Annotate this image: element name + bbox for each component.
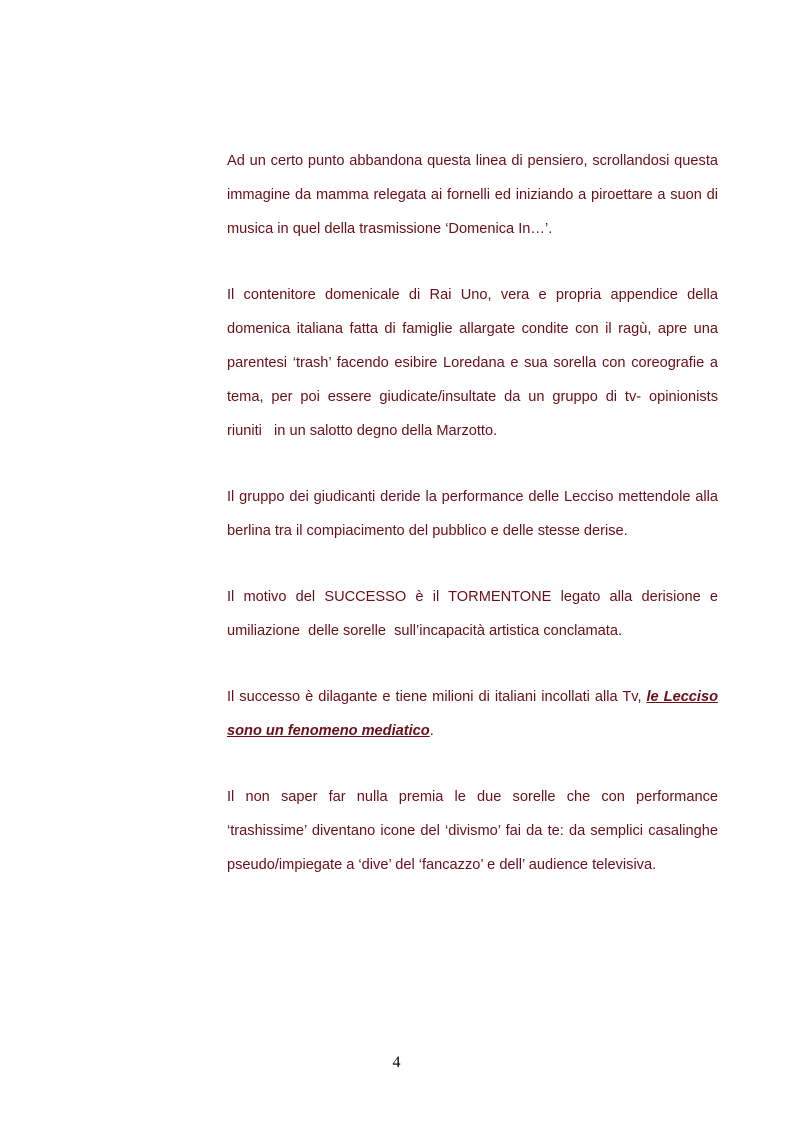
paragraph-3 (227, 480, 718, 548)
text-line: riuniti in un salotto degno della Marzotto. (227, 423, 498, 439)
text-line: berlina tra il compiacimento del pubblico e delle stesse derise. (227, 523, 628, 539)
text-line: Ad un certo punto abbandona questa linea di pensiero, scrollandosi questa (227, 153, 718, 169)
text-span: Il successo è dilagante e tiene milioni di italiani incollati alla Tv, (227, 689, 647, 705)
emphasized-text: sono un fenomeno mediatico (227, 723, 430, 739)
paragraph-5 (227, 680, 718, 748)
paragraph-6 (227, 780, 718, 882)
text-span: . (429, 723, 434, 739)
text-line: immagine da mamma relegata ai fornelli ed iniziando a piroettare a suon di (227, 187, 718, 203)
text-line (227, 680, 718, 714)
emphasized-text: le Lecciso (646, 689, 719, 705)
text-line: pseudo/impiegate a ‘dive’ del ‘fancazzo’ e dell’ audience televisiva. (227, 857, 657, 873)
text-line: parentesi ‘trash’ facendo esibire Loredana e sua sorella con coreografie a (227, 355, 718, 371)
body-text (227, 144, 718, 914)
text-line: Il contenitore domenicale di Rai Uno, vera e propria appendice della (227, 287, 718, 303)
text-line (227, 714, 718, 748)
paragraph-4 (227, 580, 718, 648)
paragraph-2 (227, 278, 718, 448)
text-line: Il gruppo dei giudicanti deride la performance delle Lecciso mettendole alla (227, 489, 718, 505)
paragraph-1 (227, 144, 718, 246)
text-line: domenica italiana fatta di famiglie allargate condite con il ragù, apre una (227, 321, 718, 337)
text-line: tema, per poi essere giudicate/insultate da un gruppo di tv- opinionists (227, 389, 718, 405)
text-line: umiliazione delle sorelle sull’incapacità artistica conclamata. (227, 623, 623, 639)
page-number: 4 (392, 1054, 401, 1071)
text-line: Il non saper far nulla premia le due sorelle che con performance (227, 789, 718, 805)
text-line: musica in quel della trasmissione ‘Domenica In…’. (227, 221, 553, 237)
text-line: Il motivo del SUCCESSO è il TORMENTONE legato alla derisione e (227, 589, 718, 605)
text-line: ‘trashissime’ diventano icone del ‘divismo’ fai da te: da semplici casalinghe (227, 823, 718, 839)
